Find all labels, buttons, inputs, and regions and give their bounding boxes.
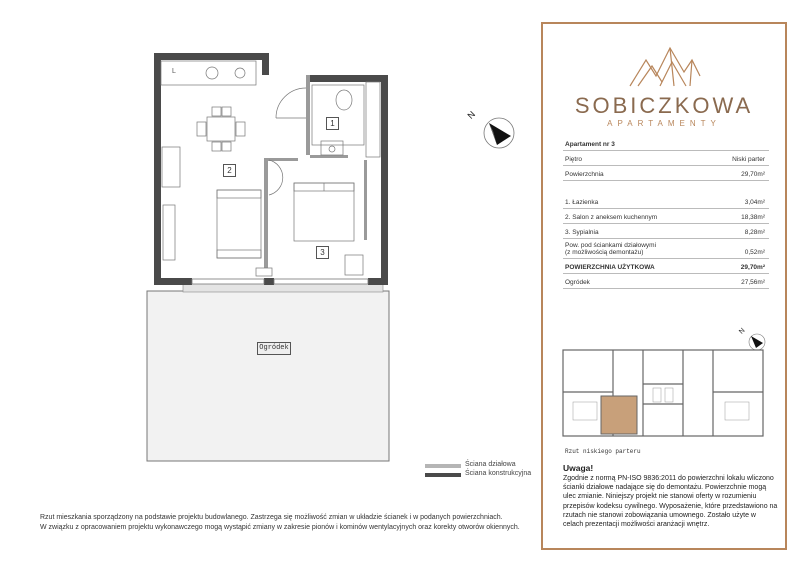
row-value: 27,56m² [741, 279, 765, 286]
garden-area [147, 291, 389, 461]
doors [256, 88, 306, 276]
room-1-number: 1 [326, 117, 339, 130]
legend-partition-label: Ściana działowa [465, 461, 516, 468]
row-value: Niski parter [732, 156, 765, 163]
row-label: 1. Łazienka [565, 199, 599, 206]
row-label: 2. Salon z aneksem kuchennym [565, 214, 658, 221]
plan-footnote [40, 513, 520, 533]
brand-name: SOBICZKOWA [574, 93, 754, 118]
legend-structural-label: Ściana konstrukcyjna [465, 470, 532, 477]
legend-partition [465, 461, 516, 468]
row-value: 18,38m² [741, 214, 765, 221]
row-label: 3. Sypialnia [565, 229, 599, 236]
highlighted-apartment [601, 396, 637, 434]
building-thumbnail [553, 344, 775, 444]
table-row [563, 238, 769, 259]
structural-walls [154, 53, 388, 285]
brand-subtitle: APARTAMENTY [607, 119, 721, 128]
tv-unit [163, 205, 175, 260]
cabinet [162, 147, 180, 187]
apartment-title: Apartament nr 3 [565, 141, 615, 148]
compass-north-label: N [465, 109, 478, 121]
footnote-line-1: Rzut mieszkania sporządzony na podstawie projektu budowlanego. Zastrzega się możliwość zmian w układzie ścianek i w podanych powierzchniach. [40, 514, 503, 521]
row-label [565, 242, 656, 256]
row-label: Ogródek [565, 279, 590, 286]
row-label-line-2: (z możliwością demontażu) [565, 249, 644, 256]
table-row [563, 180, 769, 209]
thumbnail-caption: Rzut niskiego parteru [565, 448, 641, 455]
table-row [563, 165, 769, 181]
row-label: POWIERZCHNIA UŻYTKOWA [565, 264, 655, 271]
row-value: 0,52m² [744, 249, 765, 256]
row-label-line-1: Pow. pod ściankami działowymi [565, 242, 657, 249]
row-label: Powierzchnia [565, 171, 604, 178]
partition-wall-swatch [425, 464, 461, 468]
notice-title: Uwaga! [563, 463, 594, 473]
row-value: 29,70m² [740, 264, 765, 271]
structural-wall-swatch [425, 473, 461, 477]
row-value: 29,70m² [741, 171, 765, 178]
windows [192, 279, 368, 284]
bathroom-fixtures [312, 82, 380, 157]
table-row [563, 208, 769, 224]
svg-text:N: N [738, 327, 747, 336]
room-2-number: 2 [223, 164, 236, 177]
apartment-card [541, 22, 787, 550]
table-row-total [563, 258, 769, 274]
legend-structural [465, 470, 531, 477]
dining-table [197, 107, 245, 151]
bed [294, 183, 363, 275]
table-row [563, 273, 769, 289]
table-row [563, 150, 769, 166]
notice-text: Zgodnie z normą PN-ISO 9836:2011 do powierzchni lokalu wliczono ścianki działowe nadające się do demontażu. Powierzchnie mogą ulec zmianie. Niniejszy projekt nie stanowi oferty w rozumieniu przepisów kodeksu cywilnego. Wyposażenie, które przedstawiono na rzutach nie stanowi zobowiązania umownego. Zostało użyte w celach prezentacji możliwości aranżacji wnętrz. [563, 475, 778, 529]
room-3-number: 3 [316, 246, 329, 259]
brand-logo-icon [626, 42, 702, 88]
kitchen-marker: L [172, 68, 176, 75]
footnote-line-2: W związku z opracowaniem projektu wykonawczego mogą wystąpić zmiany w zakresie pionów i kominów wentylacyjnych oraz korekty otworów okiennych. [40, 524, 520, 531]
row-value: 8,28m² [744, 229, 765, 236]
garden-label: Ogródek [257, 342, 291, 355]
row-label: Piętro [565, 156, 582, 163]
compass-icon [484, 118, 514, 148]
row-value: 3,04m² [744, 199, 765, 206]
sofa [217, 190, 261, 258]
apartment-table [563, 138, 769, 318]
table-row [563, 223, 769, 239]
